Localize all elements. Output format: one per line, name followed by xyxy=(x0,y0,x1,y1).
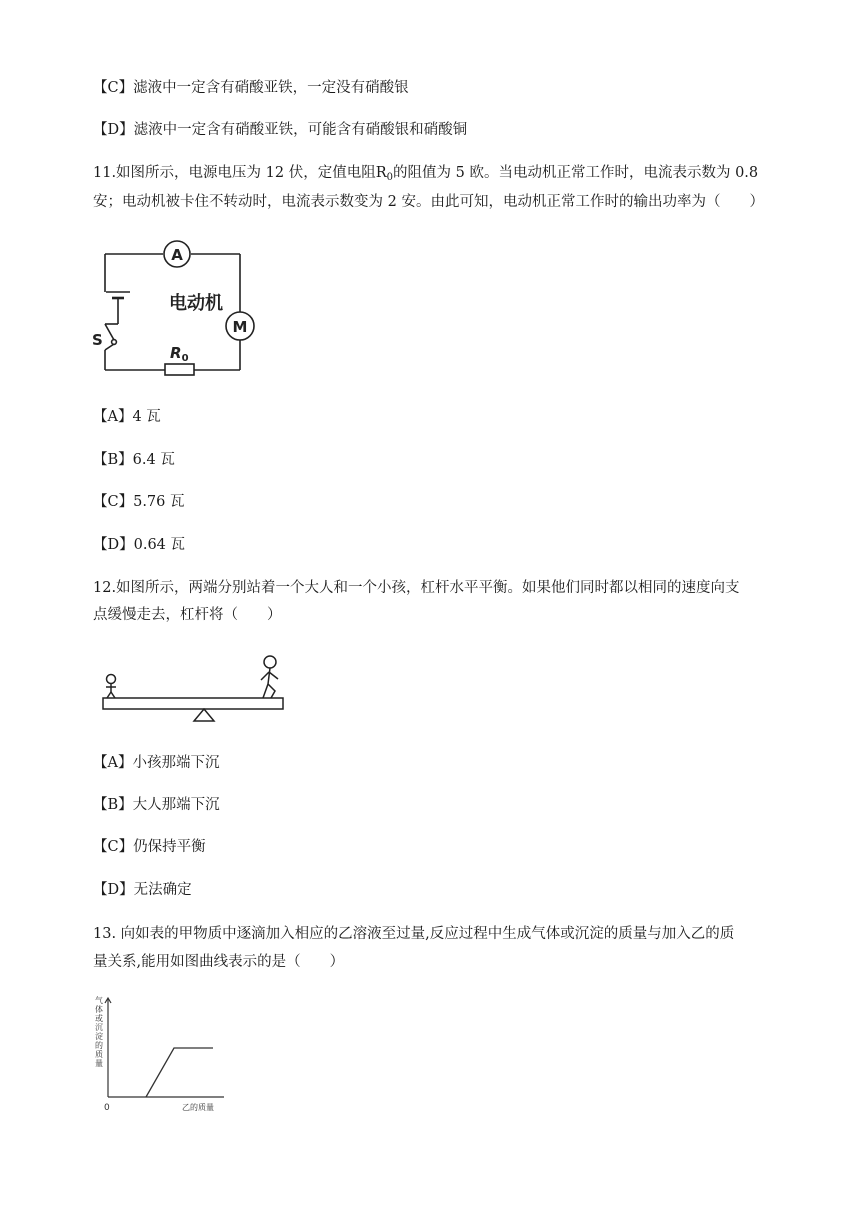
y-label-char: 体 xyxy=(95,1005,103,1014)
y-label-char: 气 xyxy=(95,996,103,1005)
q11-option-a: 【A】4 瓦 xyxy=(93,409,161,425)
q11-stem-text-b: 的阻值为 5 欧。当电动机正常工作时，电流表示数为 0.8 xyxy=(393,165,759,181)
switch-symbol xyxy=(105,324,116,350)
q12-option-a: 【A】小孩那端下沉 xyxy=(93,755,220,771)
q12-option-c: 【C】仍保持平衡 xyxy=(93,839,206,855)
y-label-char: 或 xyxy=(95,1014,103,1023)
lever-plank xyxy=(103,698,283,709)
ammeter-label: A xyxy=(171,246,183,264)
q11-stem-line1 xyxy=(93,163,758,188)
q12-option-b: 【B】大人那端下沉 xyxy=(93,797,220,813)
motor-label: M xyxy=(232,318,248,336)
adult-figure xyxy=(261,656,278,698)
q12-stem-line2: 点缓慢走去，杠杆将（ ） xyxy=(93,607,282,623)
fulcrum-triangle xyxy=(194,709,214,721)
q11-option-b: 【B】6.4 瓦 xyxy=(93,452,175,468)
q10-option-c: 【C】滤液中一定含有硝酸亚铁，一定没有硝酸银 xyxy=(93,80,409,96)
ammeter-symbol xyxy=(164,241,190,267)
q13-curve-figure xyxy=(88,993,228,1116)
motor-name-label: 电动机 xyxy=(169,293,223,314)
y-label-char: 量 xyxy=(95,1059,103,1068)
q11-option-c: 【C】5.76 瓦 xyxy=(93,494,185,510)
lever-diagram xyxy=(98,650,288,725)
q13-stem-line1: 13. 向如表的甲物质中逐滴加入相应的乙溶液至过量,反应过程中生成气体或沉淀的质量与加入乙的质 xyxy=(93,926,735,942)
motor-symbol xyxy=(226,312,254,340)
curve xyxy=(146,1048,213,1097)
y-label-char: 质 xyxy=(95,1050,103,1059)
q12-stem-line1: 12.如图所示，两端分别站着一个大人和一个小孩，杠杆水平平衡。如果他们同时都以相同的速度向支 xyxy=(93,580,740,596)
y-axis-label xyxy=(95,995,106,1068)
q11-option-d: 【D】0.64 瓦 xyxy=(93,537,186,553)
origin-label: 0 xyxy=(104,1103,110,1113)
resistor-subscript: 0 xyxy=(181,353,189,364)
q11-stem-line2: 安；电动机被卡住不转动时，电流表示数变为 2 安。由此可知，电动机正常工作时的输出功率为（ ） xyxy=(93,194,764,210)
x-axis-label: 乙的质量 xyxy=(182,1103,214,1112)
switch-label: S xyxy=(92,331,103,349)
q13-stem-line2: 量关系,能用如图曲线表示的是（ ） xyxy=(93,954,345,970)
circuit-diagram xyxy=(90,232,270,382)
y-label-char: 淀 xyxy=(95,1032,103,1041)
resistor-symbol xyxy=(165,344,194,375)
battery-symbol xyxy=(105,287,130,305)
q11-stem-subscript: 0 xyxy=(386,172,394,183)
q10-option-d: 【D】滤液中一定含有硝酸亚铁，可能含有硝酸银和硝酸铜 xyxy=(93,122,468,138)
y-label-char: 沉 xyxy=(95,1023,103,1032)
q12-option-d: 【D】无法确定 xyxy=(93,882,192,898)
resistor-label xyxy=(170,344,189,364)
resistor-letter: R xyxy=(170,344,182,362)
q11-stem-text-a: 11.如图所示，电源电压为 12 伏，定值电阻R xyxy=(93,165,387,181)
child-figure xyxy=(106,675,116,699)
y-label-char: 的 xyxy=(95,1041,103,1050)
